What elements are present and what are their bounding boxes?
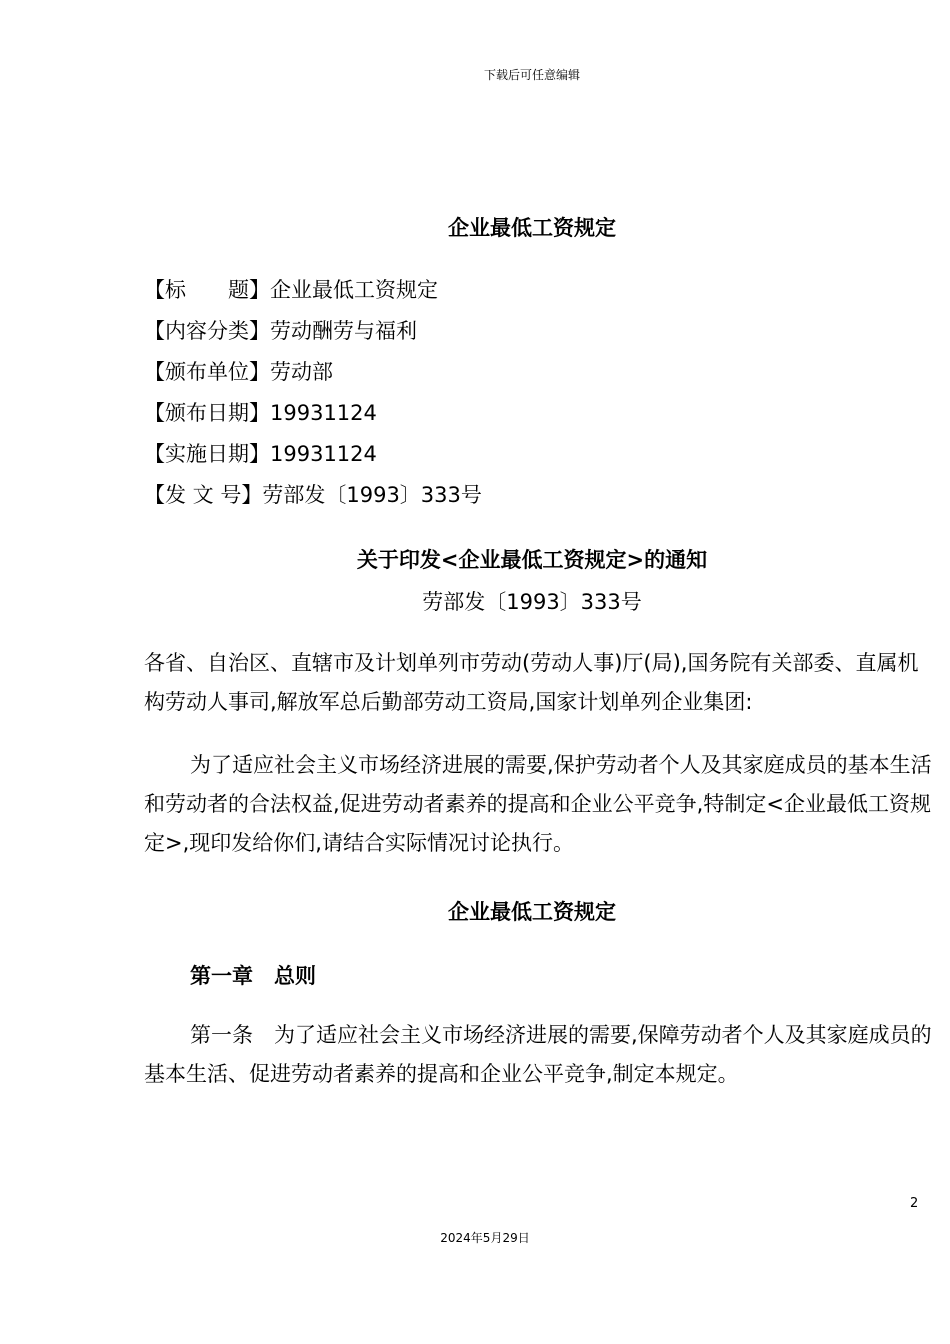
meta-row-issuer (144, 356, 482, 397)
notice-doc-number: 劳部发〔1993〕333号 (422, 590, 642, 614)
chapter-heading: 第一章 总则 (190, 964, 316, 988)
meta-label: 【颁布单位】 (144, 360, 270, 384)
metadata-block (144, 274, 482, 520)
meta-value: 劳动部 (270, 360, 333, 384)
meta-row-doc-number (144, 479, 482, 520)
meta-row-category (144, 315, 482, 356)
page-number: 2 (910, 1196, 919, 1211)
meta-label: 【发 文 号】 (144, 483, 263, 507)
meta-row-issue-date (144, 397, 482, 438)
notice-title: 关于印发<企业最低工资规定>的通知 (356, 548, 708, 572)
notice-addressees: 各省、自治区、直辖市及计划单列市劳动(劳动人事)厅(局),国务院有关部委、直属机构劳动人事司,解放军总后勤部劳动工资局,国家计划单列企业集团: (144, 651, 919, 714)
meta-row-title (144, 274, 482, 315)
article-1: 第一条 为了适应社会主义市场经济进展的需要,保障劳动者个人及其家庭成员的基本生活、促进劳动者素养的提高和企业公平竞争,制定本规定。 (144, 1023, 932, 1086)
meta-row-effective-date (144, 438, 482, 479)
meta-value: 19931124 (270, 442, 377, 466)
document-title: 企业最低工资规定 (448, 216, 616, 240)
meta-value: 劳部发〔1993〕333号 (262, 483, 482, 507)
meta-value: 企业最低工资规定 (270, 278, 438, 302)
meta-label: 【内容分类】 (144, 319, 270, 343)
header-note: 下载后可任意编辑 (483, 68, 580, 82)
meta-value: 劳动酬劳与福利 (270, 319, 417, 343)
meta-value: 19931124 (270, 401, 377, 425)
meta-label: 【颁布日期】 (144, 401, 270, 425)
notice-body: 为了适应社会主义市场经济进展的需要,保护劳动者个人及其家庭成员的基本生活和劳动者的合法权益,促进劳动者素养的提高和企业公平竞争,特制定<企业最低工资规定>,现印发给你们,请结合实际情况讨论执行。 (144, 753, 932, 855)
footer-date: 2024年5月29日 (440, 1231, 530, 1245)
meta-label: 【实施日期】 (144, 442, 270, 466)
regulation-title: 企业最低工资规定 (448, 900, 616, 924)
meta-label: 【标 题】 (144, 278, 270, 302)
